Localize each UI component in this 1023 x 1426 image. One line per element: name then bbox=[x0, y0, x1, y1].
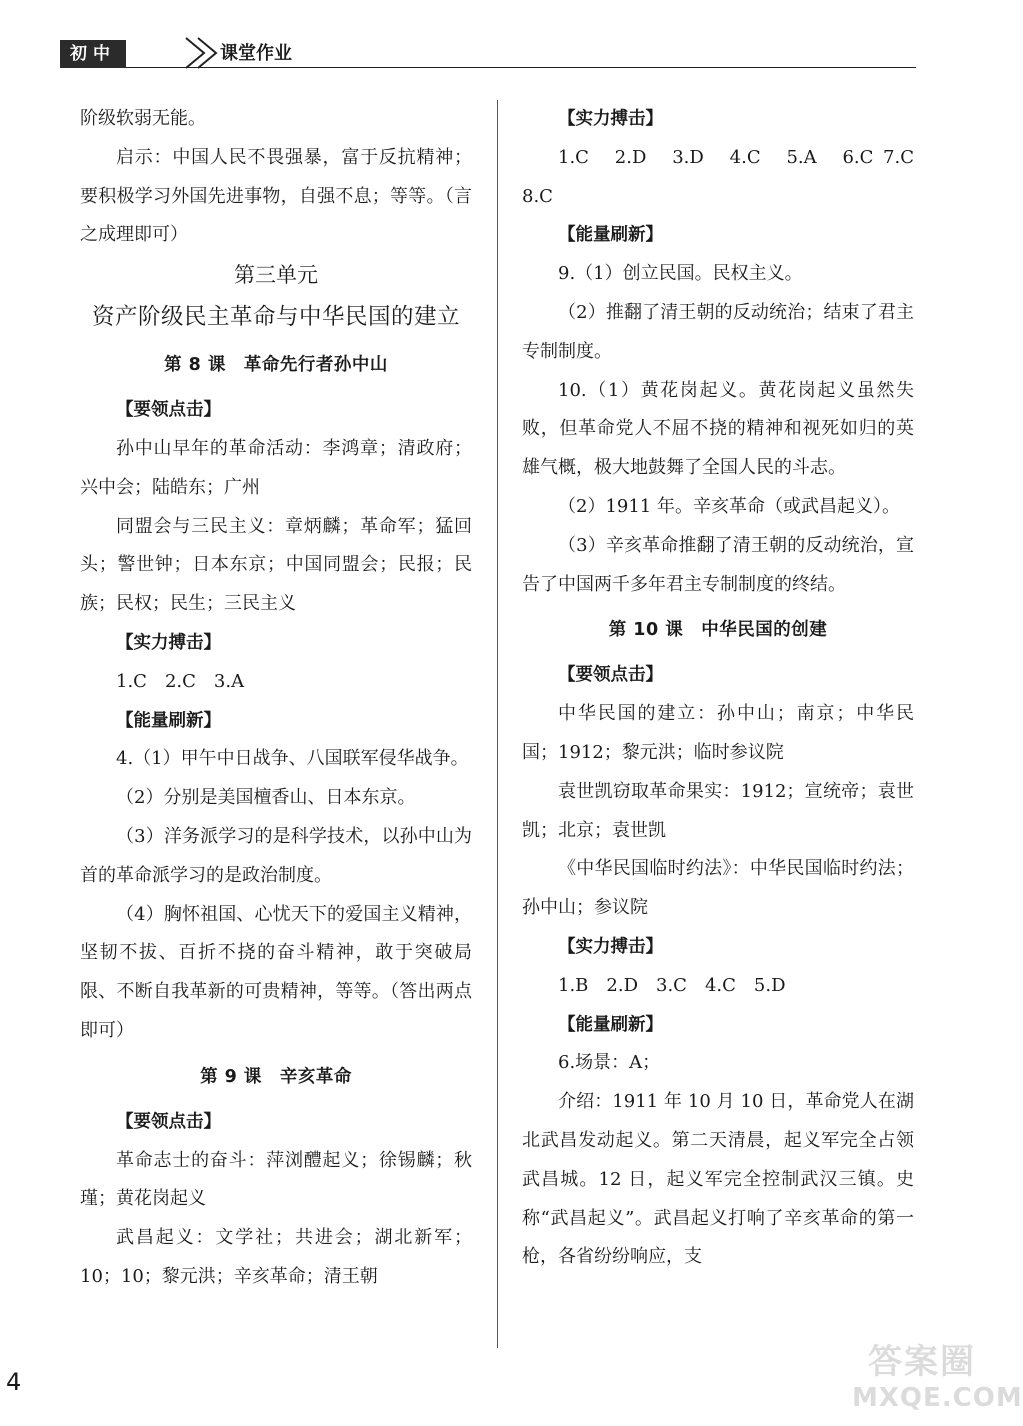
paragraph: （3）辛亥革命推翻了清王朝的反动统治，宣告了中国两千多年君主专制制度的终结。 bbox=[522, 534, 914, 595]
paragraph: 袁世凯窃取革命果实：1912；宣统帝；袁世凯；北京；袁世凯 bbox=[522, 780, 914, 841]
section-tag: 【实力搏击】 bbox=[558, 936, 663, 957]
section-tag: 【要领点击】 bbox=[116, 1111, 221, 1132]
paragraph: 10.（1）黄花岗起义。黄花岗起义虽然失败，但革命党人不屈不挠的精神和视死如归的英雄气概，极大地鼓舞了全国人民的斗志。 bbox=[522, 379, 914, 479]
paragraph: 同盟会与三民主义：章炳麟；革命军；猛回头；警世钟；日本东京；中国同盟会；民报；民族；民权；民生；三民主义 bbox=[80, 515, 472, 615]
right-column bbox=[522, 100, 932, 1277]
paragraph: （2）推翻了清王朝的反动统治；结束了君主专制制度。 bbox=[522, 301, 914, 362]
section-tag: 【实力搏击】 bbox=[558, 109, 663, 129]
section-tag: 【要领点击】 bbox=[116, 400, 221, 421]
left-column bbox=[80, 100, 472, 1297]
watermark-url: MXQE.COM bbox=[852, 1383, 1023, 1413]
paragraph: （2）1911 年。辛亥革命（或武昌起义）。 bbox=[558, 495, 900, 517]
paragraph: 《中华民国临时约法》：中华民国临时约法；孙中山；参议院 bbox=[522, 858, 914, 919]
lesson-heading: 第 8 课 革命先行者孙中山 bbox=[164, 355, 388, 376]
watermark bbox=[852, 1340, 1023, 1420]
answer-line: 1.C 2.C 3.A bbox=[116, 670, 245, 692]
lesson-heading: 第 9 课 辛亥革命 bbox=[200, 1066, 352, 1087]
paragraph: 孙中山早年的革命活动：李鸿章；清政府；兴中会；陆皓东；广州 bbox=[80, 437, 472, 498]
section-tag: 【能量刷新】 bbox=[558, 1014, 663, 1035]
paragraph: 革命志士的奋斗：萍浏醴起义；徐锡麟；秋瑾；黄花岗起义 bbox=[80, 1149, 472, 1210]
paragraph: （4）胸怀祖国、心忧天下的爱国主义精神，坚韧不拔、百折不挠的奋斗精神，敢于突破局限、不断自我革新的可贵精神，等等。（答出两点即可） bbox=[80, 903, 472, 1041]
unit-title: 资产阶级民主革命与中华民国的建立 bbox=[91, 304, 460, 331]
page-header bbox=[60, 36, 916, 68]
watermark-logo-text: 答案圈 bbox=[868, 1342, 976, 1382]
paragraph: 启示：中国人民不畏强暴，富于反抗精神；要积极学习外国先进事物，自强不息；等等。（言之成理即可） bbox=[80, 146, 472, 246]
page-number: 4 bbox=[6, 1368, 22, 1396]
paragraph: （3）洋务派学习的是科学技术，以孙中山为首的革命派学习的是政治制度。 bbox=[80, 825, 472, 886]
paragraph: 6.场景：A； bbox=[558, 1052, 661, 1074]
text-line: 阶级软弱无能。 bbox=[80, 108, 206, 129]
paragraph: 武昌起义：文学社；共进会；湖北新军；10；10；黎元洪；辛亥革命；清王朝 bbox=[80, 1227, 472, 1287]
paragraph: 4.（1）甲午中日战争、八国联军侵华战争。 bbox=[116, 748, 469, 770]
double-chevron-icon bbox=[126, 36, 222, 70]
column-divider bbox=[497, 100, 498, 1348]
section-tag: 【能量刷新】 bbox=[558, 225, 663, 246]
section-tag: 【要领点击】 bbox=[558, 665, 663, 686]
section-tag: 【能量刷新】 bbox=[116, 710, 221, 731]
unit-heading: 第三单元 bbox=[234, 263, 318, 288]
subject-title: 课堂作业 bbox=[220, 43, 292, 64]
paragraph: 介绍：1911 年 10 月 10 日，革命党人在湖北武昌发动起义。第二天清晨，起义军完全占领武昌城。12 日，起义军完全控制武汉三镇。史称“武昌起义”。武昌起义打响了辛亥革命的第一枪，各省纷纷响应，支 bbox=[522, 1091, 914, 1268]
level-badge: 初中 bbox=[60, 40, 126, 68]
answer-line: 1.C 2.D 3.D 4.C 5.A 6.C 7.C 8.C bbox=[522, 146, 932, 207]
section-tag: 【实力搏击】 bbox=[116, 632, 221, 653]
paragraph: 中华民国的建立：孙中山；南京；中华民国；1912；黎元洪；临时参议院 bbox=[522, 703, 914, 763]
answer-line: 1.B 2.D 3.C 4.C 5.D bbox=[558, 974, 786, 996]
lesson-heading: 第 10 课 中华民国的创建 bbox=[608, 620, 828, 641]
paragraph: （2）分别是美国檀香山、日本东京。 bbox=[116, 787, 416, 809]
paragraph: 9.（1）创立民国。民权主义。 bbox=[558, 263, 803, 285]
header-rule bbox=[126, 67, 916, 68]
